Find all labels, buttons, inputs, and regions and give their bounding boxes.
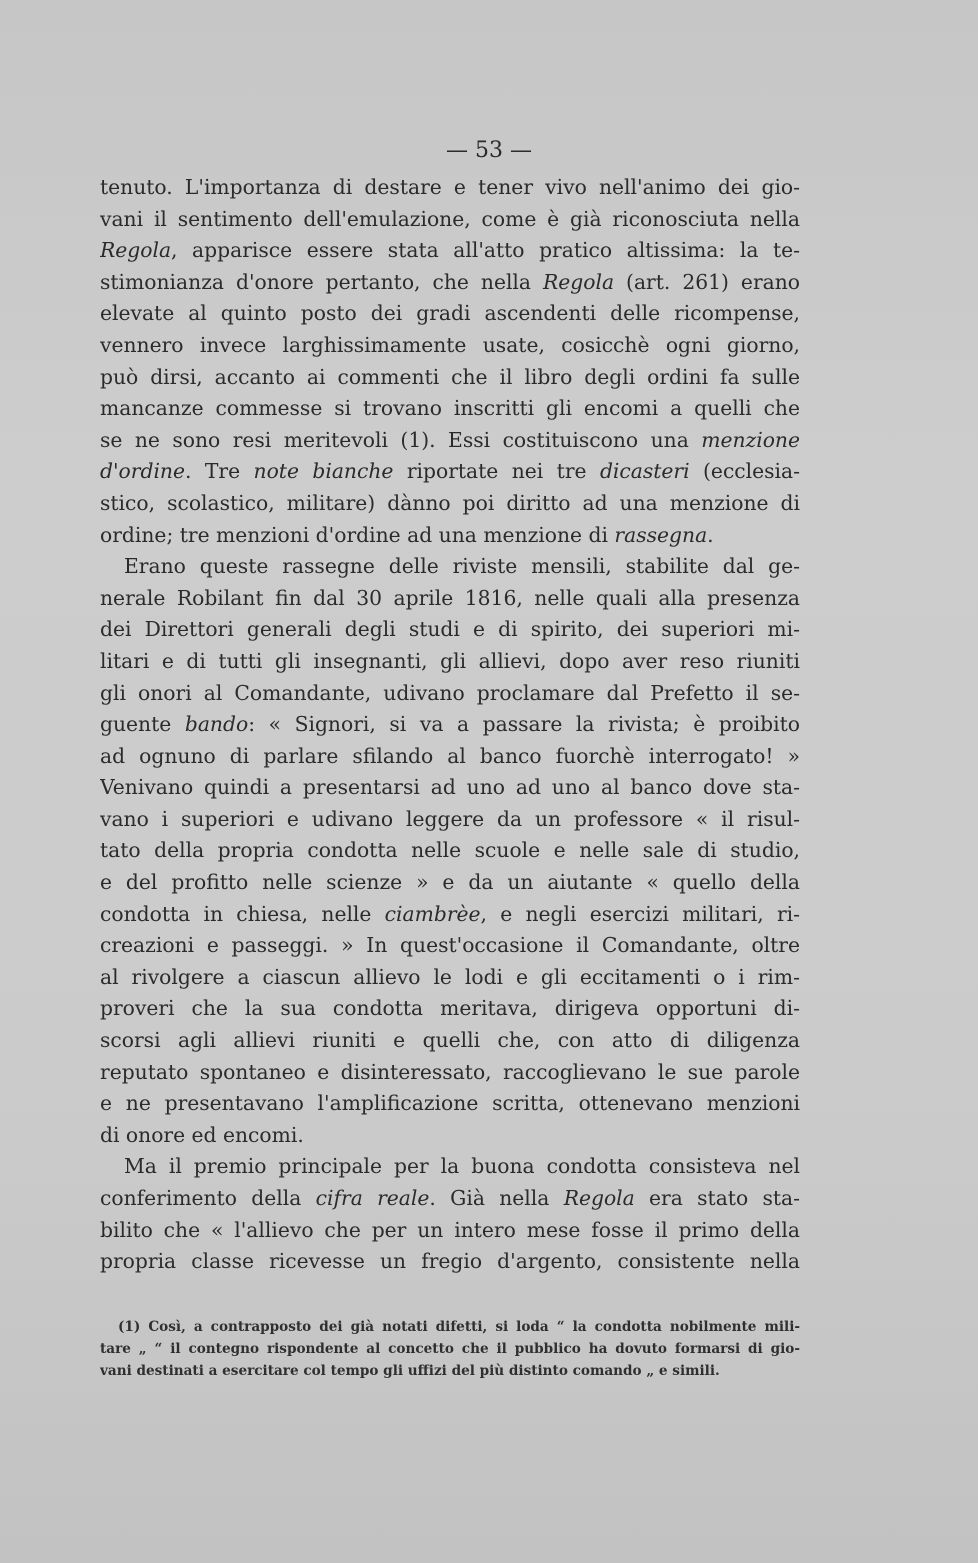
text-segment: gli onori al Comandante, udivano proclamare dal Prefetto il se-: [100, 680, 800, 705]
italic-text: Regola: [563, 1186, 635, 1210]
text-segment: era stato sta-: [634, 1186, 800, 1210]
body-text: [100, 172, 800, 1278]
text-line: [100, 330, 800, 362]
italic-text: ciambrèe: [384, 901, 481, 926]
text-segment: riportate nei tre: [393, 459, 600, 484]
italic-text: Regola: [543, 269, 615, 294]
text-line: [100, 678, 800, 710]
italic-text: d'ordine: [100, 459, 185, 484]
text-segment: Erano queste rassegne delle riviste mensili, stabilite dal ge-: [124, 554, 800, 579]
text-segment: dei Direttori generali degli studi e di spirito, dei superiori mi-: [100, 617, 800, 642]
text-segment: reputato spontaneo e disinteressato, raccoglievano le sue parole: [100, 1059, 800, 1084]
text-line: [100, 551, 800, 583]
text-segment: e ne presentavano l'amplificazione scritta, ottenevano menzioni: [100, 1091, 800, 1116]
text-segment: stimonianza d'onore pertanto, che nella: [100, 269, 543, 294]
text-segment: può dirsi, accanto ai commenti che il libro degli ordini fa sulle: [100, 364, 800, 389]
text-line: [100, 899, 800, 931]
text-segment: Ma il premio principale per la buona condotta consisteva nel: [124, 1154, 800, 1179]
text-segment: se ne sono resi meritevoli (1). Essi costituiscono una: [100, 427, 702, 452]
italic-text: menzione: [701, 427, 800, 452]
text-segment: litari e di tutti gli insegnanti, gli allievi, dopo aver reso riuniti: [100, 648, 800, 673]
text-line: [100, 235, 800, 267]
text-segment: vennero invece larghissimamente usate, cosicchè ogni giorno,: [100, 332, 800, 357]
text-segment: ad ognuno di parlare sfilando al banco fuorchè interrogato! »: [100, 743, 800, 768]
text-segment: vano i superiori e udivano leggere da un professore « il risul-: [100, 806, 800, 831]
text-line: [100, 1215, 800, 1247]
text-line: [100, 1246, 800, 1278]
text-line: [100, 1025, 800, 1057]
italic-text: cifra reale: [315, 1186, 430, 1210]
text-line: [100, 993, 800, 1025]
text-line: [100, 614, 800, 646]
text-line: [100, 456, 800, 488]
text-line: [100, 425, 800, 457]
text-segment: mancanze commesse si trovano inscritti gli encomi a quelli che: [100, 396, 800, 421]
text-line: [100, 583, 800, 615]
text-segment: stico, scolastico, militare) dànno poi diritto ad una menzione di: [100, 490, 800, 515]
italic-text: Regola: [100, 238, 172, 263]
text-line: [100, 741, 800, 773]
text-segment: nerale Robilant fin dal 30 aprile 1816, nelle quali alla presenza: [100, 585, 800, 610]
text-line: [100, 488, 800, 520]
text-line: [100, 1057, 800, 1089]
text-line: [100, 362, 800, 394]
text-line: [100, 835, 800, 867]
text-segment: condotta in chiesa, nelle: [100, 901, 385, 926]
italic-text: rassegna: [614, 522, 708, 547]
text-line: [100, 204, 800, 236]
italic-text: note bianche: [253, 459, 394, 484]
text-segment: . Tre: [185, 459, 254, 484]
text-segment: propria classe ricevesse un fregio d'argento, consistente nella: [100, 1249, 800, 1274]
text-line: [100, 1151, 800, 1183]
footnote-line: (1) Così, a contrapposto dei già notati difetti, si loda “ la condotta nobilmente mili-: [118, 1319, 800, 1335]
text-segment: di onore ed encomi.: [100, 1122, 304, 1147]
footnote: [100, 1316, 800, 1382]
text-line: [100, 1088, 800, 1120]
text-segment: tato della propria condotta nelle scuole e nelle sale di studio,: [100, 838, 800, 863]
text-segment: bilito che « l'allievo che per un intero mese fosse il primo della: [100, 1217, 800, 1242]
text-line: [100, 1120, 800, 1152]
text-segment: , apparisce essere stata all'atto pratico altissima: la te-: [171, 238, 800, 263]
text-segment: proveri che la sua condotta meritava, dirigeva opportuni di-: [100, 996, 800, 1021]
text-line: [100, 172, 800, 204]
text-segment: (ecclesia-: [689, 459, 800, 484]
page-number: — 53 —: [446, 138, 532, 163]
italic-text: bando: [184, 712, 249, 737]
text-segment: .: [707, 522, 714, 547]
text-line: [100, 962, 800, 994]
text-segment: Venivano quindi a presentarsi ad uno ad uno al banco dove sta-: [100, 775, 800, 800]
footnote-line: vani destinati a esercitare col tempo gli uffizi del più distinto comando „ e simili.: [100, 1363, 720, 1379]
text-segment: al rivolgere a ciascun allievo le lodi e gli eccitamenti o i rim-: [100, 964, 800, 989]
footnote-line: tare „ “ il contegno rispondente al concetto che il pubblico ha dovuto formarsi di gio-: [100, 1341, 800, 1357]
text-line: [100, 267, 800, 299]
text-line: [100, 804, 800, 836]
text-line: [100, 520, 800, 552]
text-segment: tenuto. L'importanza di destare e tener vivo nell'animo dei gio-: [100, 175, 800, 199]
italic-text: dicasteri: [599, 459, 690, 484]
text-segment: vani il sentimento dell'emulazione, come è già riconosciuta nella: [100, 206, 800, 231]
text-segment: ordine; tre menzioni d'ordine ad una menzione di: [100, 522, 615, 547]
text-line: [100, 298, 800, 330]
text-segment: guente: [100, 712, 185, 737]
text-line: [100, 709, 800, 741]
text-line: [100, 930, 800, 962]
text-line: [100, 772, 800, 804]
text-segment: elevate al quinto posto dei gradi ascendenti delle ricompense,: [100, 301, 800, 326]
text-segment: conferimento della: [100, 1186, 316, 1210]
text-line: [100, 393, 800, 425]
text-segment: . Già nella: [429, 1186, 564, 1210]
text-segment: : « Signori, si va a passare la rivista; è proibito: [248, 712, 800, 737]
text-segment: (art. 261) erano: [614, 269, 800, 294]
text-segment: , e negli esercizi militari, ri-: [480, 901, 800, 926]
text-segment: creazioni e passeggi. » In quest'occasione il Comandante, oltre: [100, 933, 800, 958]
text-segment: scorsi agli allievi riuniti e quelli che, con atto di diligenza: [100, 1028, 800, 1053]
text-line: [100, 646, 800, 678]
text-line: [100, 867, 800, 899]
text-line: [100, 1183, 800, 1215]
text-segment: e del profitto nelle scienze » e da un aiutante « quello della: [100, 870, 800, 895]
